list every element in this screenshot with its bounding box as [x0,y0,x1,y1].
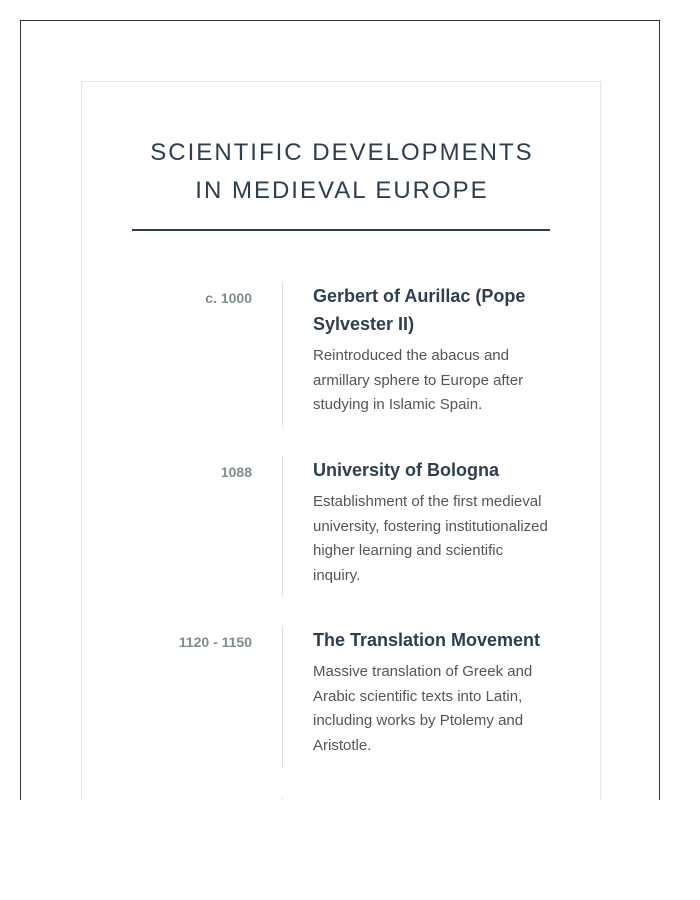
event-title: University of Bologna [313,460,500,480]
event-body [313,456,553,588]
event-title: The Translation Movement [313,630,541,650]
title-divider [132,229,550,231]
event-body [313,282,553,418]
page-title-line-1: SCIENTIFIC DEVELOPMENTS [150,139,534,166]
timeline-line [282,282,283,427]
event-description: Massive translation of Greek and Arabic scientific texts into Latin, including works by Ptolemy and Aristotle. [313,663,533,754]
timeline-event [82,456,602,597]
page-frame [20,20,660,800]
event-description: Establishment of the first medieval university, fostering institutionalized higher learning and scientific inquiry. [313,493,548,584]
timeline-line [282,626,283,767]
event-date: 1088 [220,464,252,480]
timeline-card [81,81,601,800]
timeline-event [82,282,602,427]
event-date: c. 1000 [205,290,252,306]
timeline-event [82,626,602,767]
page-title-line-2: IN MEDIEVAL EUROPE [195,177,489,204]
timeline-line [282,798,283,800]
event-title: Gerbert of Aurillac (Pope Sylvester II) [313,286,526,334]
event-body [313,626,553,758]
page-title [82,134,602,210]
event-date: 1120 - 1150 [178,634,252,650]
event-description: Reintroduced the abacus and armillary sphere to Europe after studying in Islamic Spain. [313,347,524,413]
timeline-line [282,456,283,597]
timeline-event-partial [82,798,602,800]
